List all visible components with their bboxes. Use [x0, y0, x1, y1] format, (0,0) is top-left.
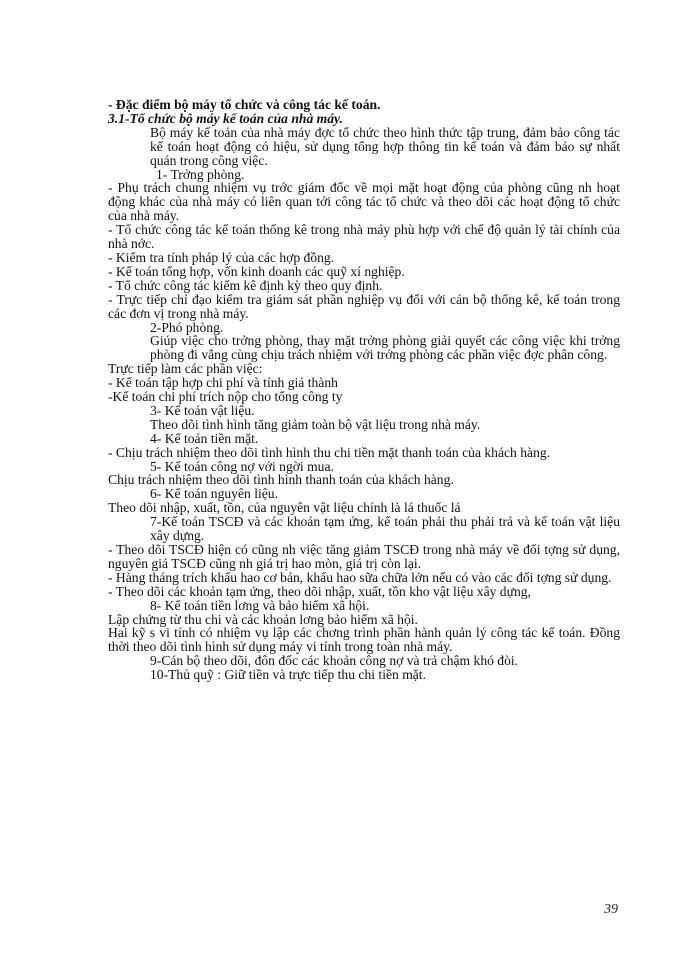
paragraph: Theo dõi tình hình tăng giảm toàn bộ vật liệu trong nhà máy.: [150, 416, 481, 432]
paragraph-intro: Bộ máy kế toán của nhà máy đợc tổ chức theo hình thức tập trung, đảm bảo công tác kế toán hoạt động có hiệu, sử dụng tổng hợp thông tin kế toán và đảm bảo sự nhất quán trong công việc.: [150, 124, 620, 168]
page-number: 39: [604, 902, 618, 917]
item-ke-toan-cong-no: 5- Kế toán công nợ với ngời mua.: [150, 458, 334, 474]
paragraph: - Kế toán tổng hợp, vốn kinh doanh các quỹ xí nghiệp.: [108, 263, 405, 279]
section-heading: - Đặc điểm bộ máy tổ chức và công tác kế toán.: [108, 97, 381, 112]
paragraph: - Chịu trách nhiệm theo dõi tình hình thu chi tiền mặt thanh toán của khách hàng.: [108, 444, 551, 460]
paragraph: - Tổ chức công tác kiểm kê định kỳ theo quy định.: [108, 277, 383, 293]
paragraph: - Theo dõi các khoản tạm ứng, theo dõi nhập, xuất, tồn kho vật liệu xây dựng,: [108, 583, 531, 599]
paragraph: - Phụ trách chung nhiệm vụ trớc giám đốc về mọi mặt hoạt động của phòng cũng nh hoạt động khác của nhà máy có liên quan tới công tác tổ chức và theo dõi các hoạt động tổ chức của nhà máy.: [108, 180, 620, 224]
section-subheading: 3.1-Tổ chức bộ máy kế toán của nhà máy.: [108, 110, 343, 126]
paragraph: Hai kỹ s vi tính có nhiệm vụ lập các chơng trình phần hành quản lý công tác kế toán. Đồng thời theo dõi tình hình sử dụng máy vi tính trong toàn nhà máy.: [108, 625, 620, 655]
paragraph: -Kế toán chi phí trích nộp cho tổng công ty: [108, 389, 343, 405]
item-ke-toan-nguyen-lieu: 6- Kế toán nguyên liệu.: [150, 486, 278, 502]
paragraph: - Kiểm tra tính pháp lý của các hợp đồng.: [108, 249, 335, 265]
paragraph: - Tổ chức công tác kế toán thống kê trong nhà máy phù hợp với chế độ quản lý tài chính của nhà nớc.: [108, 222, 620, 252]
item-ke-toan-tien-luong: 8- Kế toán tiền lơng và bảo hiểm xã hội.: [150, 597, 370, 613]
paragraph: - Kế toán tập hợp chi phí và tính giá thành: [108, 375, 338, 391]
item-ke-toan-tscd: 7-Kế toán TSCĐ và các khoản tạm ứng, kế toán phải thu phải trả và kế toán vật liệu xây dựng.: [150, 514, 620, 544]
paragraph: Lập chứng từ thu chi và các khoản lơng bảo hiểm xã hội.: [108, 611, 418, 627]
paragraph: Trực tiếp làm các phần việc:: [108, 361, 263, 377]
item-thu-quy: 10-Thủ quỹ : Giữ tiền và trực tiếp thu chi tiền mặt.: [150, 667, 426, 683]
item-pho-phong: 2-Phó phòng.: [150, 319, 224, 335]
paragraph: - Theo dõi TSCĐ hiện có cũng nh việc tăng giảm TSCĐ trong nhà máy về đối tợng sử dụng, nguyên giá TSCĐ cũng nh giá trị hao mòn, giá trị còn lại.: [108, 542, 620, 571]
paragraph: Chịu trách nhiệm theo dõi tình hình thanh toán của khách hàng.: [108, 472, 454, 488]
paragraph: Giúp việc cho trởng phòng, thay mặt trởng phòng giải quyết các công việc khi trởng phòng đi vắng cùng chịu trách nhiệm với trởng phòng các phần việc đợc phân công.: [150, 333, 620, 363]
item-truong-phong: 1- Trởng phòng.: [156, 166, 245, 182]
item-ke-toan-vat-lieu: 3- Kế toán vật liệu.: [150, 402, 255, 418]
document-body: [108, 98, 620, 682]
paragraph: - Trực tiếp chỉ đạo kiểm tra giám sát phần nghiệp vụ đối với cán bộ thống kê, kế toán trong các đơn vị trong nhà máy.: [108, 291, 620, 321]
item-ke-toan-tien-mat: 4- Kế toán tiền mặt.: [150, 430, 259, 446]
paragraph: Theo dõi nhập, xuất, tồn, của nguyên vật liệu chính là lá thuốc lá: [108, 500, 461, 516]
paragraph: - Hàng tháng trích khấu hao cơ bản, khấu hao sữa chữa lớn nếu có vào các đối tợng sử dụng.: [108, 569, 612, 585]
item-can-bo-theo-doi: 9-Cán bộ theo dõi, đôn đốc các khoản công nợ và trả chậm khó đòi.: [150, 653, 519, 669]
